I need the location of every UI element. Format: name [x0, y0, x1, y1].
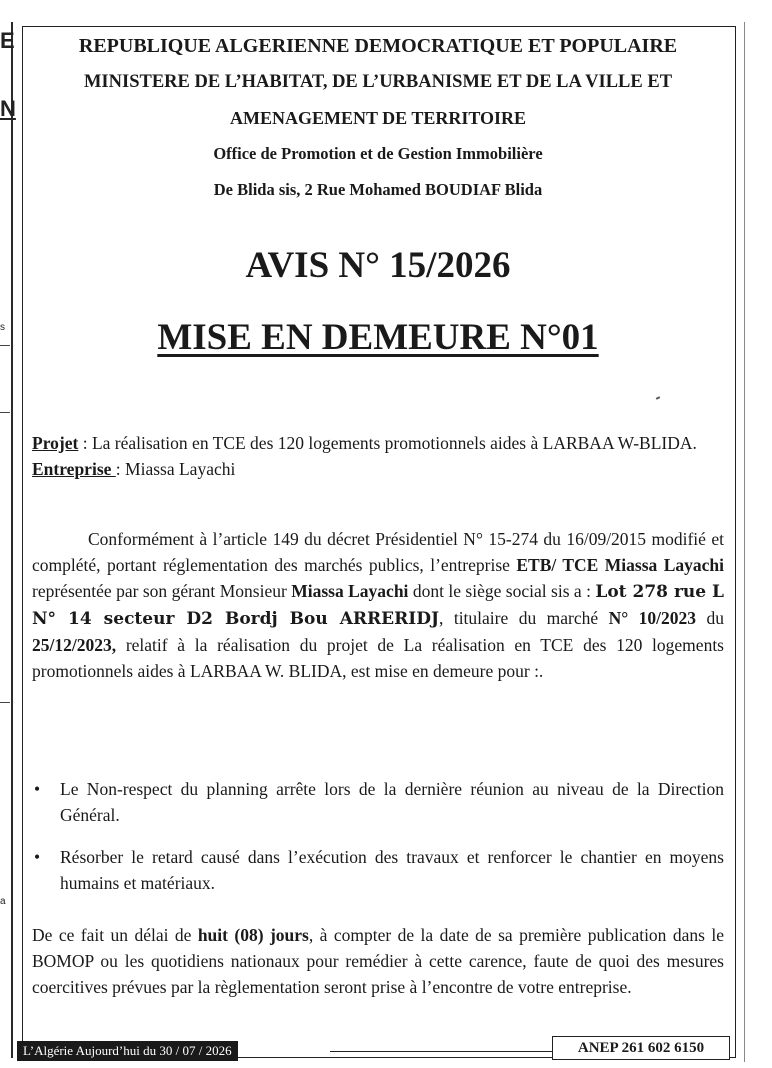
newspaper-credit: L’Algérie Aujourd’hui du 30 / 07 / 2026 — [17, 1041, 238, 1061]
header-office: Office de Promotion et de Gestion Immobilière — [213, 144, 543, 163]
project-block — [32, 430, 724, 482]
edge-fragment: E — [0, 28, 15, 53]
projet-separator: : — [78, 433, 92, 453]
edge-rule — [0, 412, 10, 413]
closing-paragraph — [32, 922, 724, 1000]
list-item — [32, 844, 724, 896]
header-ministry-cont: AMENAGEMENT DE TERRITOIRE — [229, 108, 527, 128]
edge-fragment: s — [0, 322, 5, 333]
list-item — [32, 776, 724, 828]
edge-fragment: N — [0, 96, 16, 121]
paragraph-text: du — [696, 608, 724, 628]
projet-label: Projet — [32, 433, 79, 453]
contract-number: N° 10/2023 — [608, 608, 697, 628]
paragraph-text: , titulaire du marché — [439, 608, 609, 628]
edge-rule — [0, 345, 10, 346]
paragraph-text: Conformément à l’article 149 du décret Présidentiel N° 15-274 du 16/09/2015 modifié et complété, portant réglementation des marchés publics, l’entreprise — [32, 529, 724, 575]
project-line — [32, 430, 724, 456]
page-edge-line — [11, 22, 13, 1058]
closing-text: De ce fait un délai de — [32, 925, 198, 945]
main-paragraph — [32, 526, 724, 684]
header-ministry: MINISTERE DE L’HABITAT, DE L’URBANISME ET DE LA VILLE ET — [83, 72, 673, 92]
entreprise-line — [32, 456, 724, 482]
page-right-edge — [744, 22, 745, 1062]
paragraph-text: dont le siège social sis a : — [408, 581, 596, 601]
bullet-icon: • — [34, 847, 41, 867]
anep-reference: ANEP 261 602 6150 — [552, 1036, 730, 1060]
header-address: De Blida sis, 2 Rue Mohamed BOUDIAF Blida — [213, 180, 543, 199]
notice-number: AVIS N° 15/2026 — [245, 245, 511, 286]
entreprise-label: Entreprise — [32, 459, 116, 479]
notice-header — [22, 28, 734, 208]
company-address: Lot 278 rue L N° 14 secteur D2 Bordj Bou ARRERIDJ — [32, 582, 724, 629]
grounds-list — [32, 776, 724, 912]
closing-text: , à compter de la date de sa première publication dans le BOMOP ou les quotidiens nationaux pour remédier à cette carence, faute de quoi des mesures coercitives prévues par la règlementation seront prise à l’encontre de votre entreprise. — [32, 925, 724, 997]
company-name: ETB/ TCE Miassa Layachi — [516, 555, 724, 575]
paragraph-text: représentée par son gérant Monsieur — [32, 581, 292, 601]
contract-date: 25/12/2023, — [32, 635, 117, 655]
manager-name: Miassa Layachi — [291, 581, 409, 601]
footer-rule — [330, 1051, 552, 1052]
entreprise-separator: : — [115, 459, 126, 479]
edge-fragment: a — [0, 896, 6, 907]
header-republic: REPUBLIQUE ALGERIENNE DEMOCRATIQUE ET POPULAIRE — [78, 35, 678, 57]
deadline: huit (08) jours — [197, 925, 309, 945]
edge-rule — [0, 702, 10, 703]
paragraph-text: relatif à la réalisation du projet de La réalisation en TCE des 120 logements promotionnels aides à LARBAA W. BLIDA, est mise en demeure pour :. — [32, 635, 724, 681]
entreprise-text: Miassa Layachi — [125, 459, 236, 479]
notice-title: MISE EN DEMEURE N°01 — [157, 317, 599, 358]
projet-text: La réalisation en TCE des 120 logements promotionnels aides à LARBAA W-BLIDA. — [91, 433, 697, 453]
list-item-text: Le Non-respect du planning arrête lors de la dernière réunion au niveau de la Direction Général. — [60, 779, 724, 825]
list-item-text: Résorber le retard causé dans l’exécution des travaux et renforcer le chantier en moyens humains et matériaux. — [60, 847, 724, 893]
bullet-icon: • — [34, 779, 41, 799]
